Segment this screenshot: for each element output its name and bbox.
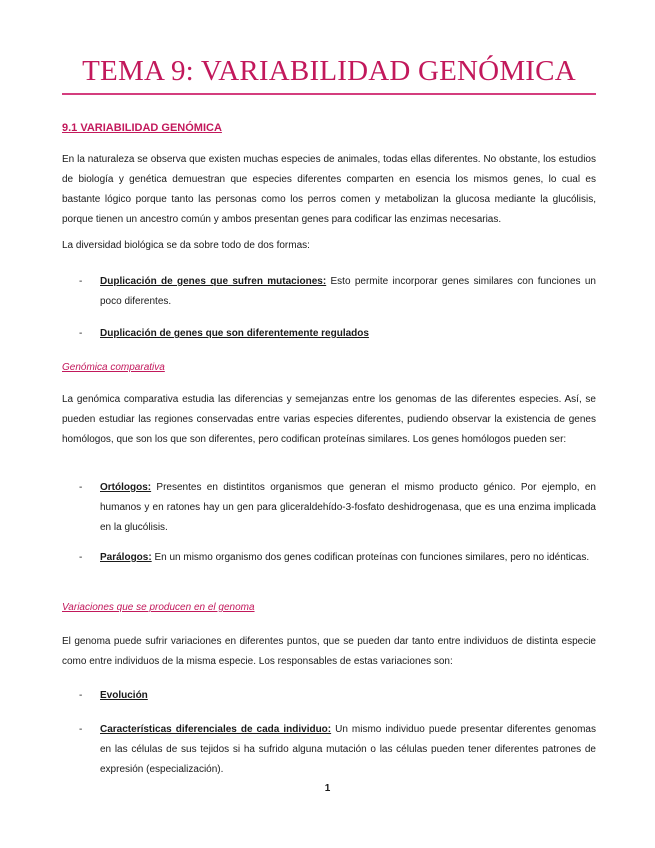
list-item bbox=[62, 548, 596, 568]
list-item-text: En un mismo organismo dos genes codifican proteínas con funciones similares, pero no idénticas. bbox=[151, 552, 590, 563]
page-number: 1 bbox=[324, 783, 331, 794]
variations-paragraph: El genoma puede sufrir variaciones en diferentes puntos, que se pueden dar tanto entre individuos de distinta especie como entre individuos de la misma especie. Los responsables de estas variaciones son: bbox=[62, 636, 596, 667]
section-heading: 9.1 VARIABILIDAD GENÓMICA bbox=[62, 122, 222, 134]
bullet-dash: - bbox=[79, 276, 83, 287]
list-item-text: Esto permite incorporar genes similares con funciones un poco diferentes. bbox=[100, 276, 596, 307]
list-item-term: Ortólogos: bbox=[100, 482, 152, 493]
list-item bbox=[62, 478, 596, 538]
list-item bbox=[62, 324, 596, 344]
list-item-term: Evolución bbox=[100, 690, 148, 701]
title-underline-rule bbox=[62, 93, 596, 95]
list-item-term: Duplicación de genes que son diferentemente regulados bbox=[100, 328, 369, 339]
bullet-dash: - bbox=[79, 552, 83, 563]
comparative-paragraph: La genómica comparativa estudia las diferencias y semejanzas entre los genomas de las diferentes especies. Así, se pueden estudiar las regiones conservadas entre varias especies diferentes, pudiendo observar la existencia de genes homólogos, que son los que son diferentes, pero codifican proteínas similares. Los genes homólogos pueden ser: bbox=[62, 394, 596, 445]
list-item bbox=[62, 272, 596, 312]
list-item-text: Un mismo individuo puede presentar diferentes genomas en las células de sus tejidos si ha sufrido alguna mutación o las células pueden tener diferentes patrones de expresión (especialización). bbox=[100, 724, 596, 775]
list-item bbox=[62, 720, 596, 780]
bullet-dash: - bbox=[79, 724, 83, 735]
subsection-heading-variations: Variaciones que se producen en el genoma bbox=[62, 602, 255, 613]
list-item bbox=[62, 686, 596, 706]
bullet-dash: - bbox=[79, 482, 83, 493]
bullet-dash: - bbox=[79, 328, 83, 339]
list-item-term: Parálogos: bbox=[100, 552, 152, 563]
list-item-text: Presentes en distintitos organismos que generan el mismo producto génico. Por ejemplo, en humanos y en ratones hay un gen para gliceraldehído-3-fosfato deshidrogenasa, que es una enzima implicada en la glucólisis. bbox=[100, 482, 596, 533]
page-title: TEMA 9: VARIABILIDAD GENÓMICA bbox=[82, 55, 576, 87]
bullet-dash: - bbox=[79, 690, 83, 701]
subsection-heading-comparative: Genómica comparativa bbox=[62, 362, 165, 373]
diversity-paragraph: La diversidad biológica se da sobre todo de dos formas: bbox=[62, 240, 310, 251]
list-item-term: Características diferenciales de cada individuo: bbox=[100, 724, 332, 735]
intro-paragraph: En la naturaleza se observa que existen muchas especies de animales, todas ellas diferentes. No obstante, los estudios de biología y genética demuestran que especies diferentes comparten en esencia los mismos genes, lo cual es bastante lógico porque tanto las personas como los perros comen y metabolizan la glucosa mediante la glucólisis, porque tienen un ancestro común y ambos presentan genes para codificar las enzimas necesarias. bbox=[62, 154, 596, 225]
list-item-term: Duplicación de genes que sufren mutaciones: bbox=[100, 276, 327, 287]
